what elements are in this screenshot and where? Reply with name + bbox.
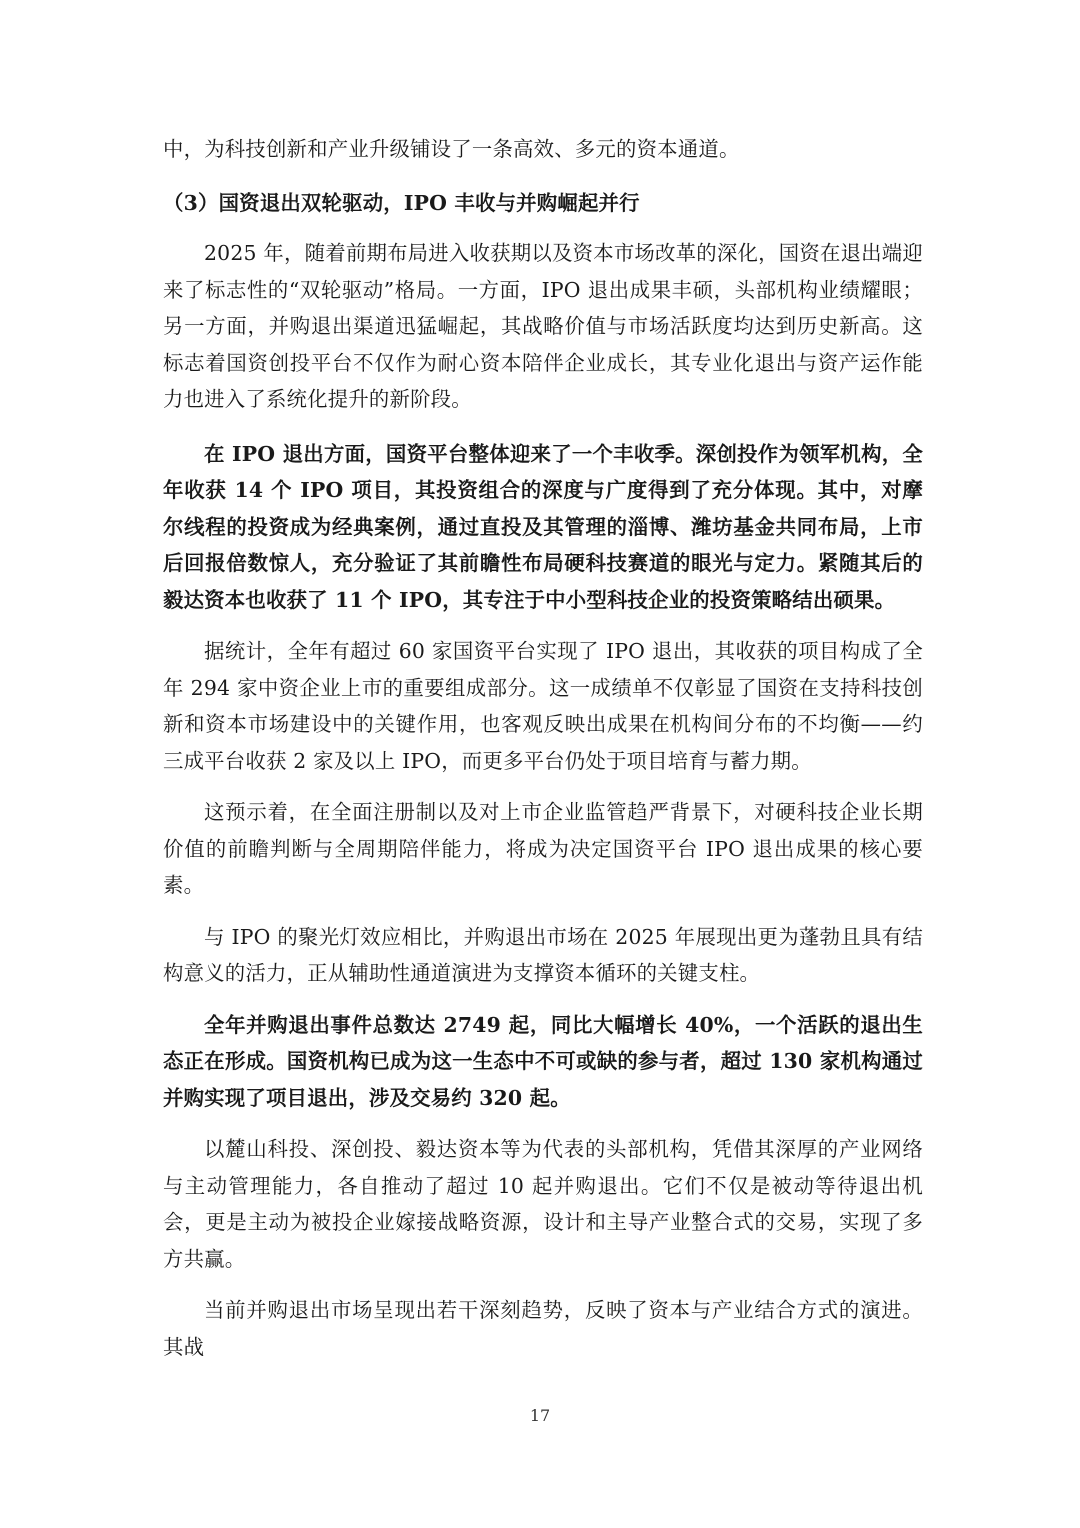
section-heading: （3）国资退出双轮驱动，IPO 丰收与并购崛起并行 [163, 190, 640, 215]
paragraph-ipo-statistics: 据统计，全年有超过 60 家国资平台实现了 IPO 退出，其收获的项目构成了全年 294 家中资企业上市的重要组成部分。这一成绩单不仅彰显了国资在支持科技创新和资本市场建设中的关键作用，也客观反映出成果在机构间分布的不均衡——约三成平台收获 2 家及以上 IPO，而更多平台仍处于项目培育与蓄力期。 [163, 639, 923, 773]
document-body [163, 131, 923, 1365]
paragraph-ma-statistics: 全年并购退出事件总数达 2749 起，同比大幅增长 40%，一个活跃的退出生态正在形成。国资机构已成为这一生态中不可或缺的参与者，超过 130 家机构通过并购实现了项目退出，涉及交易约 320 起。 [163, 1012, 923, 1110]
paragraph-ipo-harvest: 在 IPO 退出方面，国资平台整体迎来了一个丰收季。深创投作为领军机构，全年收获 14 个 IPO 项目，其投资组合的深度与广度得到了充分体现。其中，对摩尔线程的投资成为经典案例，通过直投及其管理的淄博、潍坊基金共同布局，上市后回报倍数惊人，充分验证了其前瞻性布局硬科技赛道的眼光与定力。紧随其后的毅达资本也收获了 11 个 IPO，其专注于中小型科技企业的投资策略结出硕果。 [163, 441, 923, 612]
paragraph-leading-institutions: 以麓山科投、深创投、毅达资本等为代表的头部机构，凭借其深厚的产业网络与主动管理能力，各自推动了超过 10 起并购退出。它们不仅是被动等待退出机会，更是主动为被投企业嫁接战略资源，设计和主导产业整合式的交易，实现了多方共赢。 [163, 1137, 923, 1271]
continuation-paragraph: 中，为科技创新和产业升级铺设了一条高效、多元的资本通道。 [163, 137, 740, 161]
paragraph-ipo-outlook: 这预示着，在全面注册制以及对上市企业监管趋严背景下，对硬科技企业长期价值的前瞻判断与全周期陪伴能力，将成为决定国资平台 IPO 退出成果的核心要素。 [163, 800, 923, 897]
paragraph-ma-trends: 当前并购退出市场呈现出若干深刻趋势，反映了资本与产业结合方式的演进。其战 [163, 1298, 923, 1359]
page-number: 17 [529, 1406, 551, 1425]
paragraph-ma-vitality: 与 IPO 的聚光灯效应相比，并购退出市场在 2025 年展现出更为蓬勃且具有结构意义的活力，正从辅助性通道演进为支撑资本循环的关键支柱。 [163, 924, 923, 985]
paragraph-dual-drive-overview: 2025 年，随着前期布局进入收获期以及资本市场改革的深化，国资在退出端迎来了标志性的“双轮驱动”格局。一方面，IPO 退出成果丰硕，头部机构业绩耀眼；另一方面，并购退出渠道迅猛崛起，其战略价值与市场活跃度均达到历史新高。这标志着国资创投平台不仅作为耐心资本陪伴企业成长，其专业化退出与资产运作能力也进入了系统化提升的新阶段。 [163, 241, 923, 411]
